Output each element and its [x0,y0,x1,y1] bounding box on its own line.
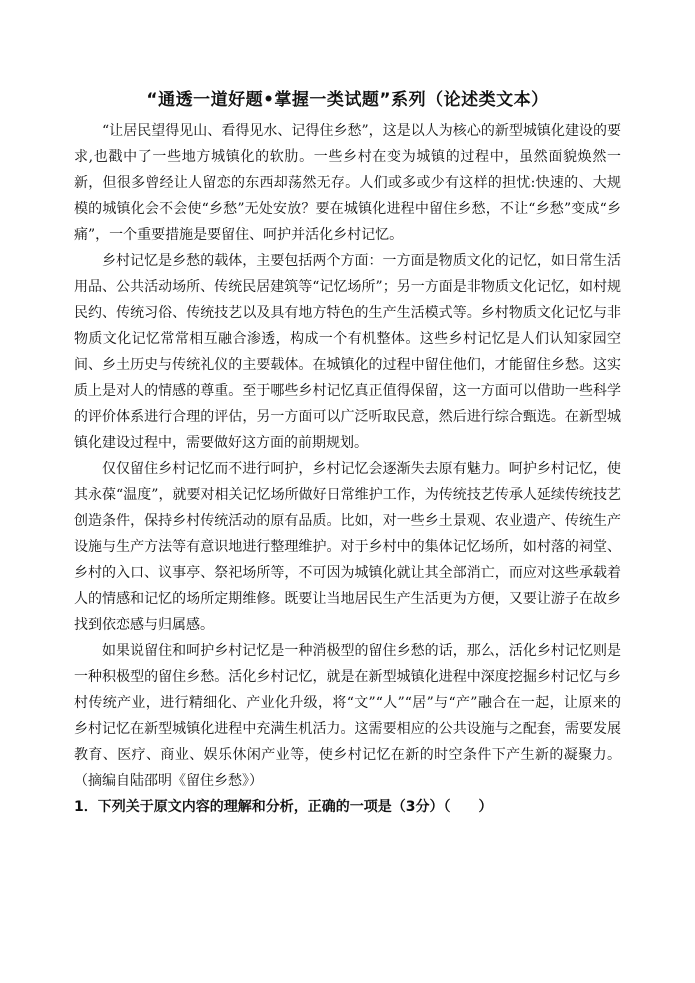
paragraph-3: 仅仅留住乡村记忆而不进行呵护，乡村记忆会逐渐失去原有魅力。呵护乡村记忆，使其永葆“温度”，就要对相关记忆场所做好日常维护工作，为传统技艺传承人延续传统技艺创造条件，保持乡村传统活动的原有品质。比如，对一些乡土景观、农业遗产、传统生产设施与生产方法等有意识地进行整理维护。对于乡村中的集体记忆场所，如村落的祠堂、乡村的入口、议事亭、祭祀场所等，不可因为城镇化就让其全部消亡，而应对这些承载着人的情感和记忆的场所定期维修。既要让当地居民生产生活更为方便，又要让游子在故乡找到依恋感与归属感。 [74,461,621,633]
paragraph-4: 如果说留住和呵护乡村记忆是一种消极型的留住乡愁的话，那么，活化乡村记忆则是一种积极型的留住乡愁。活化乡村记忆，就是在新型城镇化进程中深度挖掘乡村记忆与乡村传统产业，进行精细化、产业化升级，将“文”“人”“居”与“产”融合在一起，让原来的乡村记忆在新型城镇化进程中充满生机活力。这需要相应的公共设施与之配套，需要发展教育、医疗、商业、娱乐休闲产业等，使乡村记忆在新的时空条件下产生新的凝聚力。（摘编自陆邵明《留住乡愁》） [74,643,621,789]
paragraph-1: “让居民望得见山、看得见水、记得住乡愁”，这是以人为核心的新型城镇化建设的要求,也戳中了一些地方城镇化的软肋。一些乡村在变为城镇的过程中，虽然面貌焕然一新，但很多曾经让人留恋的东西却荡然无存。人们或多或少有这样的担忧:快速的、大规模的城镇化会不会使“乡愁”无处安放？要在城镇化进程中留住乡愁，不让“乡愁”变成“乡痛”，一个重要措施是要留住、呵护并活化乡村记忆。 [74,123,621,243]
question-1: 1．下列关于原文内容的理解和分析，正确的一项是（3分）（ ） [74,799,493,815]
document-title: “通透一道好题•掌握一类试题”系列（论述类文本） [146,90,549,110]
paragraph-2: 乡村记忆是乡愁的载体，主要包括两个方面：一方面是物质文化的记忆，如日常生活用品、公共活动场所、传统民居建筑等“记忆场所”；另一方面是非物质文化记忆，如村规民约、传统习俗、传统技艺以及具有地方特色的生产生活模式等。乡村物质文化记忆与非物质文化记忆常常相互融合渗透，构成一个有机整体。这些乡村记忆是人们认知家园空间、乡土历史与传统礼仪的主要载体。在城镇化的过程中留住他们，才能留住乡愁。这实质上是对人的情感的尊重。至于哪些乡村记忆真正值得保留，这一方面可以借助一些科学的评价体系进行合理的评估，另一方面可以广泛听取民意，然后进行综合甄选。在新型城镇化建设过程中，需要做好这方面的前期规划。 [74,253,621,451]
